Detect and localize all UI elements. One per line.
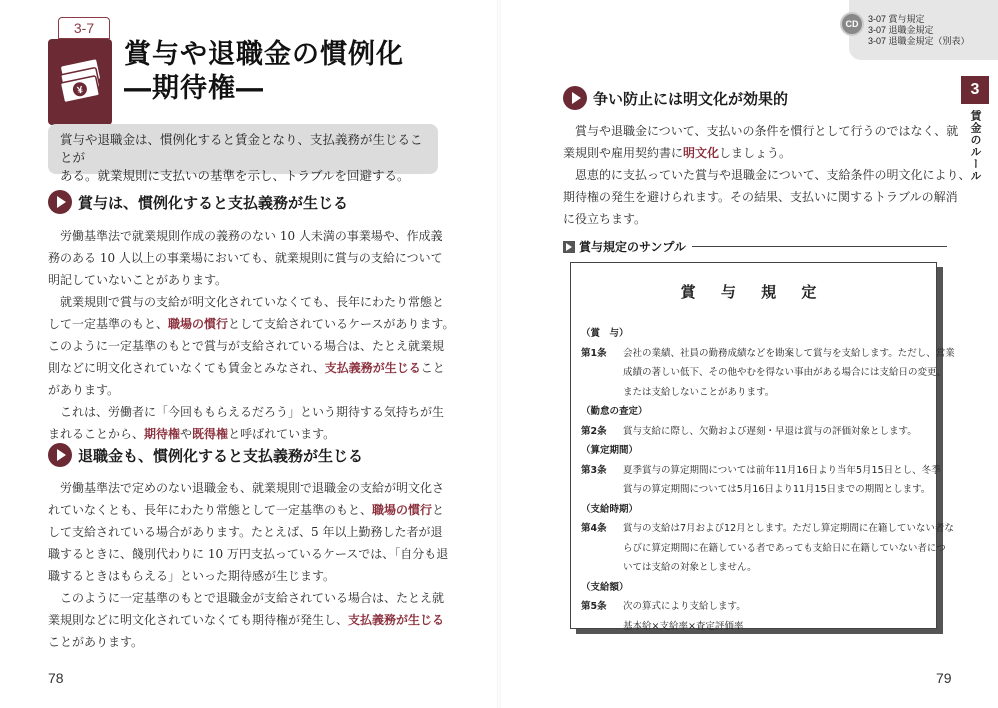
sample-heading-text: 賞与規定のサンプル [579, 240, 686, 254]
text-line [48, 357, 454, 379]
clause-heading: （支給額） [581, 581, 629, 593]
text-line: このように一定基準のもとで賞与が支給されている場合は、たとえ就業規 [48, 339, 445, 353]
play-bullet-icon [563, 86, 587, 110]
clause-line [581, 422, 926, 442]
section-badge [48, 17, 112, 107]
cd-file-item: 3-07 退職金規定（別表） [868, 36, 970, 46]
text-line [563, 142, 971, 164]
text-segment: して一定基準のもと、 [48, 317, 169, 331]
text-line: に役立ちます。 [563, 212, 647, 226]
clause-line: 基本給×支給率×査定評価率 [623, 620, 744, 632]
clause-line [581, 344, 955, 364]
highlight-term: 職場の慣行 [372, 503, 433, 517]
summary-line: ある。就業規則に支払いの基準を示し、トラブルを回避する。 [60, 168, 410, 183]
text-segment: と [432, 503, 445, 517]
clause-line: いては支給の対象としません。 [623, 562, 757, 573]
body-section-1 [48, 225, 454, 445]
summary-box [48, 124, 438, 183]
highlight-term: 既得権 [192, 427, 229, 441]
text-line: 恩恵的に支払っていた賞与や退職金について、支給条件の明文化により、 [563, 168, 971, 182]
title-line-1: 賞与や退職金の慣例化 [124, 39, 404, 70]
clause-heading: （算定期間） [581, 445, 639, 456]
cd-file-list [868, 14, 970, 47]
chapter-label: 賃金のルール [969, 110, 982, 182]
page-number: 78 [48, 670, 64, 686]
highlight-term: 期待権 [144, 427, 181, 441]
text-segment: れていなくとも、長年にわたり常態として一定基準のもと、 [48, 503, 373, 517]
heading-rule [692, 246, 947, 247]
text-line: 職するときに、餞別代わりに 10 万円支払っているケースでは、「自分も退 [48, 547, 449, 561]
clause-heading: （支給時期） [581, 503, 639, 515]
text-line: これは、労働者に「今回ももらえるだろう」という期待する気持ちが生 [48, 405, 445, 419]
text-segment: 業規則などに明文化されていなくても期待権が発生し、 [48, 613, 349, 627]
document-title: 賞 与 規 定 [680, 283, 827, 301]
clause-text: 会社の業績、社員の勤務成績などを勘案して賞与を支給します。ただし、営業 [623, 347, 955, 359]
body-section-2 [48, 477, 448, 653]
text-segment: や [180, 427, 193, 441]
text-segment: 業規則や雇用契約書に [563, 146, 684, 160]
article-label: 第5条 [581, 601, 607, 612]
text-line [48, 313, 454, 335]
clause-text: 次の算式により支給します。 [623, 601, 746, 612]
text-segment: 則などに明文化されていなくても賃金とみなされ、 [48, 361, 325, 375]
clause-text: 賞与支給に際し、欠勤および遅刻・早退は賞与の評価対象とします。 [623, 425, 917, 437]
text-line: このように一定基準のもとで退職金が支給されている場合は、たとえ就 [48, 591, 445, 605]
text-segment: しましょう。 [719, 146, 792, 160]
text-line: があります。 [48, 383, 120, 397]
summary-line: 賞与や退職金は、慣例化すると賃金となり、支払義務が生じることが [60, 132, 423, 165]
play-bullet-icon [563, 241, 575, 253]
heading-documentation [563, 86, 788, 110]
text-line: 就業規則で賞与の支給が明文化されていなくても、長年にわたり常態と [48, 295, 445, 309]
text-line: 労働基準法で定めのない退職金も、就業規則で退職金の支給が明文化さ [48, 481, 445, 495]
text-line: して支給されている場合があります。たとえば、5 年以上勤務した者が退 [48, 525, 443, 539]
sample-heading [563, 238, 947, 255]
text-line [48, 609, 448, 631]
title-line-2: ―期待権― [124, 73, 264, 104]
clause-text: 賞与の支給は7月および12月とします。ただし算定期間に在籍していない者な [623, 523, 954, 534]
text-line [48, 423, 454, 445]
page-title [124, 38, 484, 106]
text-line: 明記していないことがあります。 [48, 273, 228, 287]
highlight-term: 明文化 [683, 146, 720, 160]
article-label: 第2条 [581, 425, 607, 437]
right-page [499, 0, 998, 708]
heading-retirement [48, 443, 363, 467]
text-segment: こと [420, 361, 445, 375]
money-icon [48, 39, 112, 125]
text-line: 賞与や退職金について、支払いの条件を慣行として行うのではなく、就 [563, 124, 959, 138]
text-segment: と呼ばれています。 [228, 427, 336, 441]
clause-text: 夏季賞与の算定期間については前年11月16日より当年5月15日とし、冬季 [623, 464, 941, 476]
bonus-rules-document [570, 262, 955, 632]
cd-icon: CD [840, 12, 864, 36]
cd-file-item: 3-07 退職金規定 [868, 25, 934, 35]
text-segment: として支給されているケースがあります。 [228, 317, 455, 331]
highlight-term: 支払義務が生じる [324, 361, 421, 375]
clause-line: 賞与の算定期間については5月16日より11月15日までの期間とします。 [623, 484, 931, 495]
cd-file-item: 3-07 賞与規定 [868, 14, 925, 24]
clause-line [581, 597, 926, 617]
highlight-term: 職場の慣行 [168, 317, 229, 331]
heading-text: 退職金も、慣例化すると支払義務が生じる [78, 446, 364, 465]
heading-bonus [48, 190, 348, 214]
article-label: 第1条 [581, 347, 607, 359]
text-line: 労働基準法で就業規則作成の義務のない 10 人未満の事業場や、作成義 [48, 229, 443, 243]
clause-heading: （賞 与） [581, 328, 629, 339]
play-bullet-icon [48, 190, 72, 214]
text-line [48, 499, 448, 521]
text-line: 職するときはもらえる」といった期待感が生じます。 [48, 569, 336, 583]
clause-line: 成績の著しい低下、その他やむを得ない事由がある場合には支給日の変更、 [623, 367, 947, 378]
highlight-term: 支払義務が生じる [348, 613, 445, 627]
heading-text: 争い防止には明文化が効果的 [593, 89, 789, 108]
svg-text:¥: ¥ [76, 84, 85, 97]
article-label: 第3条 [581, 464, 607, 476]
text-segment: まれることから、 [48, 427, 145, 441]
article-label: 第4条 [581, 523, 607, 534]
body-section-3 [563, 120, 971, 230]
clause-line [581, 519, 954, 539]
text-line: 期待権の発生を避けられます。その結果、支払いに関するトラブルの解消 [563, 190, 958, 204]
clause-heading: （勤怠の査定） [581, 406, 648, 417]
heading-text: 賞与は、慣例化すると支払義務が生じる [78, 193, 349, 212]
clause-line: または支給しないことがあります。 [623, 386, 775, 398]
clause-line: らびに算定期間に在籍している者であっても支給日に在籍していない者につ [623, 542, 946, 554]
clause-line [581, 461, 941, 481]
section-number: 3-7 [58, 17, 110, 39]
text-line: ことがあります。 [48, 635, 144, 649]
text-line: 務のある 10 人以上の事業場においても、就業規則に賞与の支給について [48, 251, 443, 265]
chapter-tab: 3 [961, 76, 989, 104]
play-bullet-icon [48, 443, 72, 467]
page-number: 79 [936, 670, 952, 686]
